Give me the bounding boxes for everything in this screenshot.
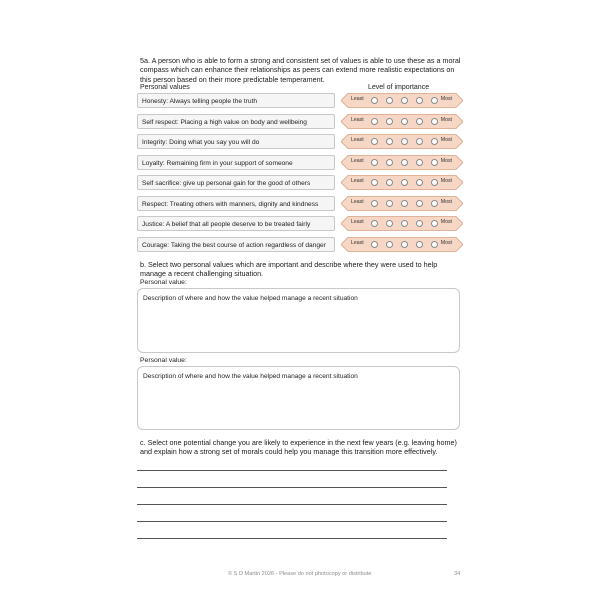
rating-radio-4[interactable] [416,241,423,248]
page-number: 34 [454,571,461,577]
rating-radio-1[interactable] [371,200,378,207]
rating-radio-3[interactable] [401,220,408,227]
value-label: Loyalty: Remaining firm in your support of someone [137,155,335,170]
value-row [137,155,463,172]
value-row [137,196,463,213]
rating-radio-2[interactable] [386,118,393,125]
rating-radio-5[interactable] [431,159,438,166]
rating-radio-5[interactable] [431,220,438,227]
answer-line-2[interactable] [137,487,447,488]
most-label: Most [440,198,452,205]
most-label: Most [440,239,452,246]
rating-radio-5[interactable] [431,241,438,248]
least-label: Least [351,219,364,225]
rating-radio-2[interactable] [386,241,393,248]
description-box-2-prompt: Description of where and how the value helped manage a recent situation [143,373,358,380]
answer-line-1[interactable] [137,470,447,471]
level-of-importance-header: Level of importance [368,84,430,91]
value-label: Courage: Taking the best course of action regardless of danger [137,237,335,252]
least-label: Least [351,96,364,102]
rating-radio-2[interactable] [386,159,393,166]
copyright-footer: © S D Martin 2026 - Please do not photocopy or distribute [228,571,372,577]
description-box-1[interactable] [137,288,460,353]
most-label: Most [440,178,452,184]
least-label: Least [351,178,364,184]
rating-radio-2[interactable] [386,179,393,186]
rating-radio-2[interactable] [386,220,393,227]
description-box-1-prompt: Description of where and how the value helped manage a recent situation [143,295,358,302]
most-label: Most [440,116,452,123]
rating-radio-3[interactable] [401,159,408,166]
value-label: Honesty: Always telling people the truth [137,93,335,108]
question-b-text: b. Select two personal values which are important and describe where they were used to help manage a recent challenging situation. [140,260,438,279]
value-label: Respect: Treating others with manners, dignity and kindness [137,196,335,211]
rating-radio-1[interactable] [371,241,378,248]
rating-radio-4[interactable] [416,97,423,104]
rating-radio-5[interactable] [431,179,438,186]
most-label: Most [440,219,452,225]
value-row [137,134,463,151]
description-box-2[interactable] [137,366,460,430]
least-label: Least [351,137,364,143]
most-label: Most [440,157,452,164]
rating-radio-3[interactable] [401,138,408,145]
value-label: Self respect: Placing a high value on body and wellbeing [137,114,335,129]
rating-radio-1[interactable] [371,138,378,145]
most-label: Most [440,96,452,102]
rating-radio-1[interactable] [371,220,378,227]
rating-radio-2[interactable] [386,138,393,145]
importance-scale [341,134,463,149]
importance-scale [341,237,463,252]
least-label: Least [351,116,364,123]
value-row [137,93,463,110]
importance-scale [341,216,463,231]
value-row [137,114,463,131]
rating-radio-5[interactable] [431,97,438,104]
importance-scale [341,196,463,211]
rating-radio-1[interactable] [371,118,378,125]
rating-radio-4[interactable] [416,159,423,166]
rating-radio-1[interactable] [371,159,378,166]
importance-scale [341,155,463,170]
most-label: Most [440,137,452,143]
value-row [137,175,463,192]
personal-value-label-2: Personal value: [140,357,187,364]
rating-radio-2[interactable] [386,200,393,207]
answer-line-5[interactable] [137,538,447,539]
question-c-text: c. Select one potential change you are likely to experience in the next few years (e.g. leaving home) and explain how a strong set of morals could help you manage this transition more effectively. [140,438,457,457]
rating-radio-4[interactable] [416,118,423,125]
rating-radio-2[interactable] [386,97,393,104]
rating-radio-3[interactable] [401,97,408,104]
importance-scale [341,175,463,190]
rating-radio-5[interactable] [431,118,438,125]
value-row [137,216,463,233]
least-label: Least [351,198,364,205]
least-label: Least [351,157,364,164]
rating-radio-5[interactable] [431,138,438,145]
personal-value-label-1: Personal value: [140,279,187,286]
rating-radio-4[interactable] [416,179,423,186]
value-label: Integrity: Doing what you say you will do [137,134,335,149]
personal-values-header: Personal values [140,84,190,91]
rating-radio-3[interactable] [401,118,408,125]
value-label: Self sacrifice: give up personal gain for the good of others [137,175,335,190]
answer-line-4[interactable] [137,521,447,522]
rating-radio-3[interactable] [401,200,408,207]
rating-radio-4[interactable] [416,200,423,207]
rating-radio-5[interactable] [431,200,438,207]
least-label: Least [351,239,364,246]
importance-scale [341,93,463,108]
question-5a-text: 5a. A person who is able to form a strong and consistent set of values is able to use these as a moral compass which can enhance their relationships as peers can extend more realistic expectations on this person based on their more predictable temperament. [140,56,461,84]
rating-radio-1[interactable] [371,179,378,186]
rating-radio-1[interactable] [371,97,378,104]
rating-radio-4[interactable] [416,138,423,145]
importance-scale [341,114,463,129]
value-label: Justice: A belief that all people deserve to be treated fairly [137,216,335,231]
answer-line-3[interactable] [137,504,447,505]
rating-radio-4[interactable] [416,220,423,227]
rating-radio-3[interactable] [401,179,408,186]
value-row [137,237,463,254]
rating-radio-3[interactable] [401,241,408,248]
